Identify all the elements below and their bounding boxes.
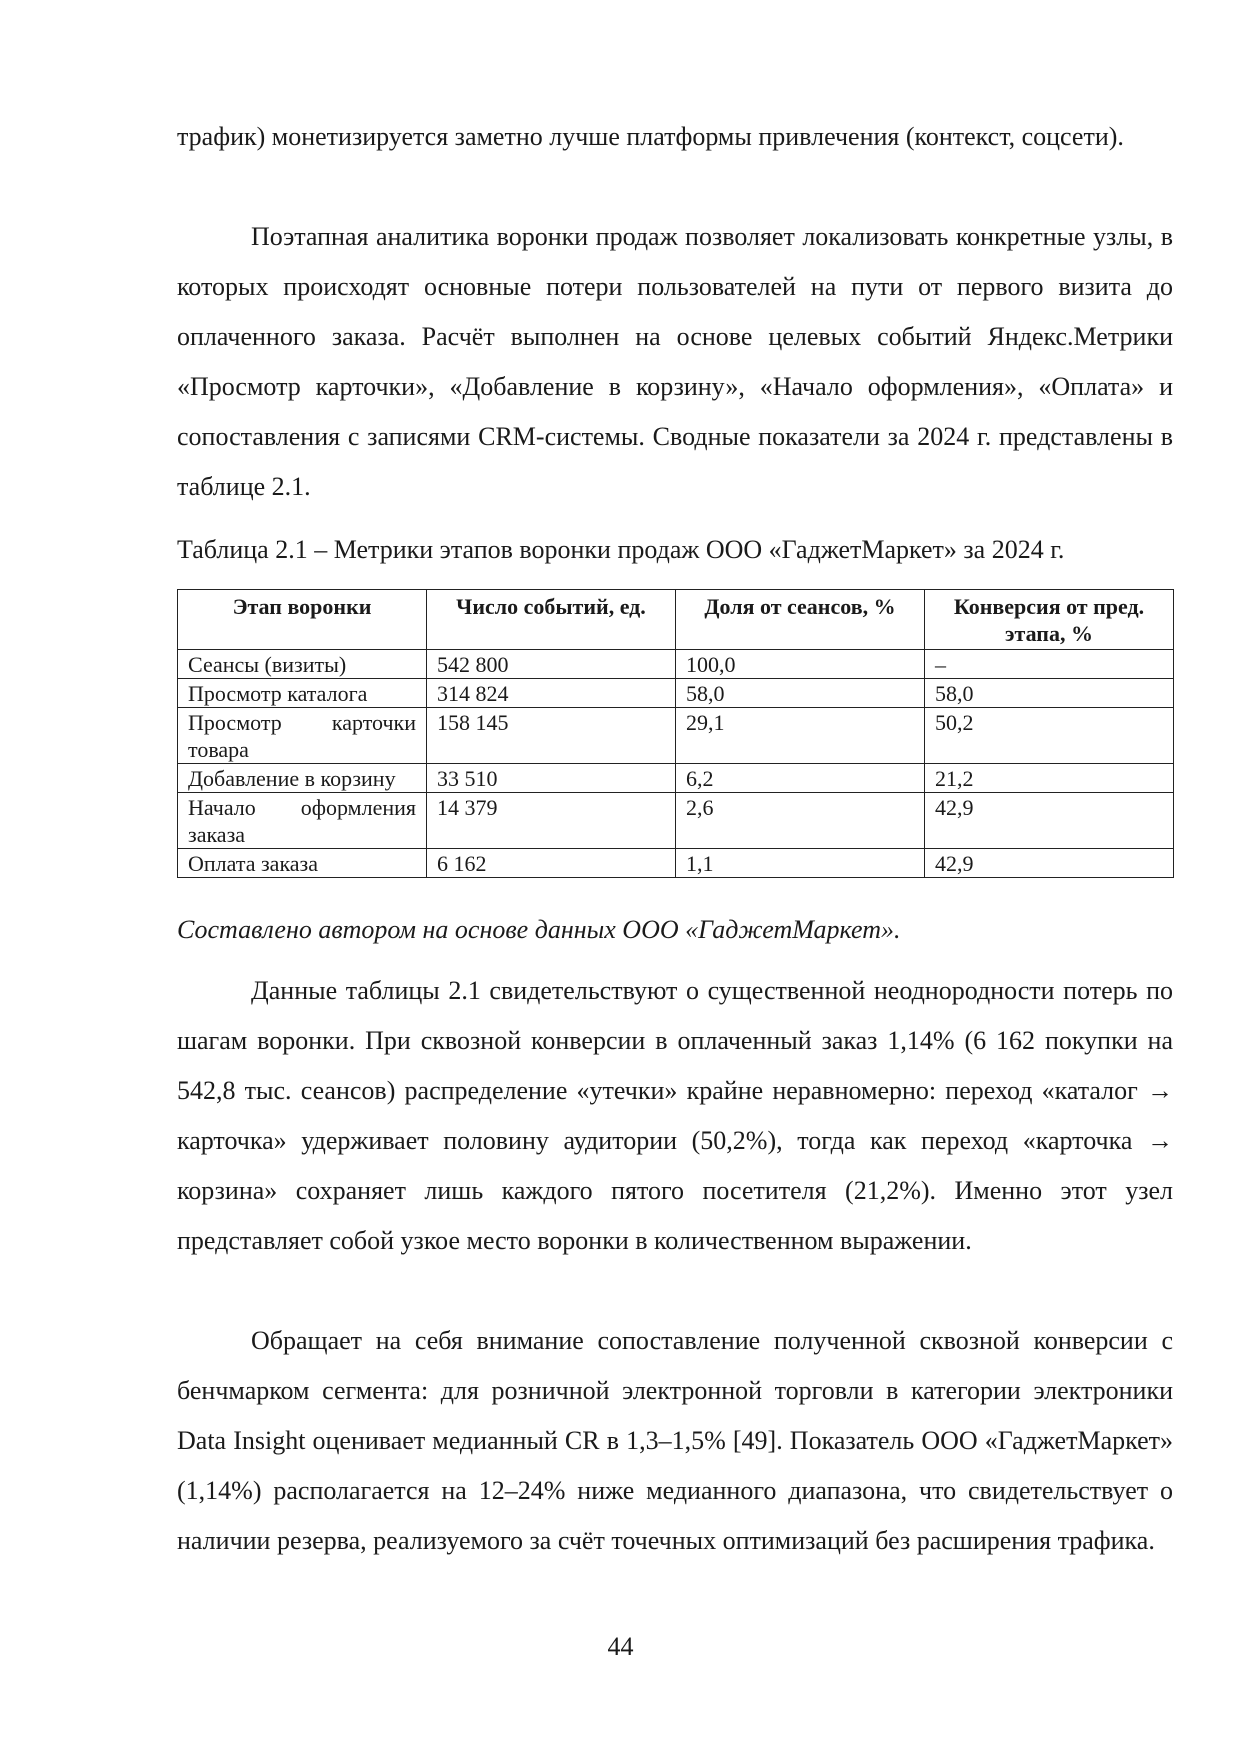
cell-stage: Сеансы (визиты): [178, 650, 427, 679]
paragraph-text: трафик) монетизируется заметно лучше платформы привлечения (контекст, соцсети).: [177, 122, 1124, 151]
paragraph-text: Данные таблицы 2.1 свидетельствуют о существенной неоднородности потерь по шагам воронки. При сквозной конверсии в оплаченный заказ 1,14% (6 162 покупки на 542,8 тыс. сеансов) распределение «утечки» крайне неравномерно: переход «каталог → карточка» удерживает половину аудитории (50,2%), тогда как переход «карточка → корзина» сохраняет лишь каждого пятого посетителя (21,2%). Именно этот узел представляет собой узкое место воронки в количественном выражении.: [177, 976, 1173, 1255]
paragraph-text: Поэтапная аналитика воронки продаж позволяет локализовать конкретные узлы, в которых происходят основные потери пользователей на пути от первого визита до оплаченного заказа. Расчёт выполнен на основе целевых событий Яндекс.Метрики «Просмотр карточки», «Добавление в корзину», «Начало оформления», «Оплата» и сопоставления с записями CRM-системы. Сводные показатели за 2024 г. представлены в таблице 2.1.: [177, 222, 1173, 501]
cell-stage: Добавление в корзину: [178, 764, 427, 793]
paragraph-intro: [177, 112, 1173, 162]
cell-share: 58,0: [676, 679, 925, 708]
paragraph-table-interpretation: [177, 966, 1173, 1266]
header-conversion: Конверсия от пред. этапа, %: [925, 590, 1174, 650]
cell-stage: Оплата заказа: [178, 849, 427, 878]
cell-share: 6,2: [676, 764, 925, 793]
cell-stage: Начало оформления заказа: [178, 793, 427, 849]
table-row: [178, 793, 1174, 849]
cell-events: 14 379: [427, 793, 676, 849]
cell-events: 542 800: [427, 650, 676, 679]
table-row: [178, 764, 1174, 793]
cell-conversion: 58,0: [925, 679, 1174, 708]
table-row: [178, 849, 1174, 878]
cell-events: 33 510: [427, 764, 676, 793]
cell-conversion: 50,2: [925, 708, 1174, 764]
table-row: [178, 679, 1174, 708]
table-row: [178, 708, 1174, 764]
cell-share: 100,0: [676, 650, 925, 679]
paragraph-benchmark: [177, 1316, 1173, 1566]
cell-share: 2,6: [676, 793, 925, 849]
funnel-metrics-table: [177, 589, 1174, 878]
cell-events: 6 162: [427, 849, 676, 878]
cell-stage: Просмотр карточки товара: [178, 708, 427, 764]
cell-share: 1,1: [676, 849, 925, 878]
cell-stage: Просмотр каталога: [178, 679, 427, 708]
header-events: Число событий, ед.: [427, 590, 676, 650]
cell-conversion: 21,2: [925, 764, 1174, 793]
header-share: Доля от сеансов, %: [676, 590, 925, 650]
paragraph-funnel-analysis: [177, 212, 1173, 512]
cell-conversion: –: [925, 650, 1174, 679]
cell-share: 29,1: [676, 708, 925, 764]
table-row: [178, 650, 1174, 679]
table-caption: Таблица 2.1 – Метрики этапов воронки продаж ООО «ГаджетМаркет» за 2024 г.: [177, 535, 1065, 564]
cell-events: 158 145: [427, 708, 676, 764]
paragraph-text: Обращает на себя внимание сопоставление полученной сквозной конверсии с бенчмарком сегмента: для розничной электронной торговли в категории электроники Data Insight оценивает медианный CR в 1,3–1,5% [49]. Показатель ООО «ГаджетМаркет» (1,14%) располагается на 12–24% ниже медианного диапазона, что свидетельствует о наличии резерва, реализуемого за счёт точечных оптимизаций без расширения трафика.: [177, 1326, 1173, 1555]
header-stage: Этап воронки: [178, 590, 427, 650]
cell-events: 314 824: [427, 679, 676, 708]
table-source-note: Составлено автором на основе данных ООО «ГаджетМаркет».: [177, 915, 901, 944]
page-number: 44: [607, 1632, 634, 1661]
table-header-row: [178, 590, 1174, 650]
cell-conversion: 42,9: [925, 793, 1174, 849]
cell-conversion: 42,9: [925, 849, 1174, 878]
